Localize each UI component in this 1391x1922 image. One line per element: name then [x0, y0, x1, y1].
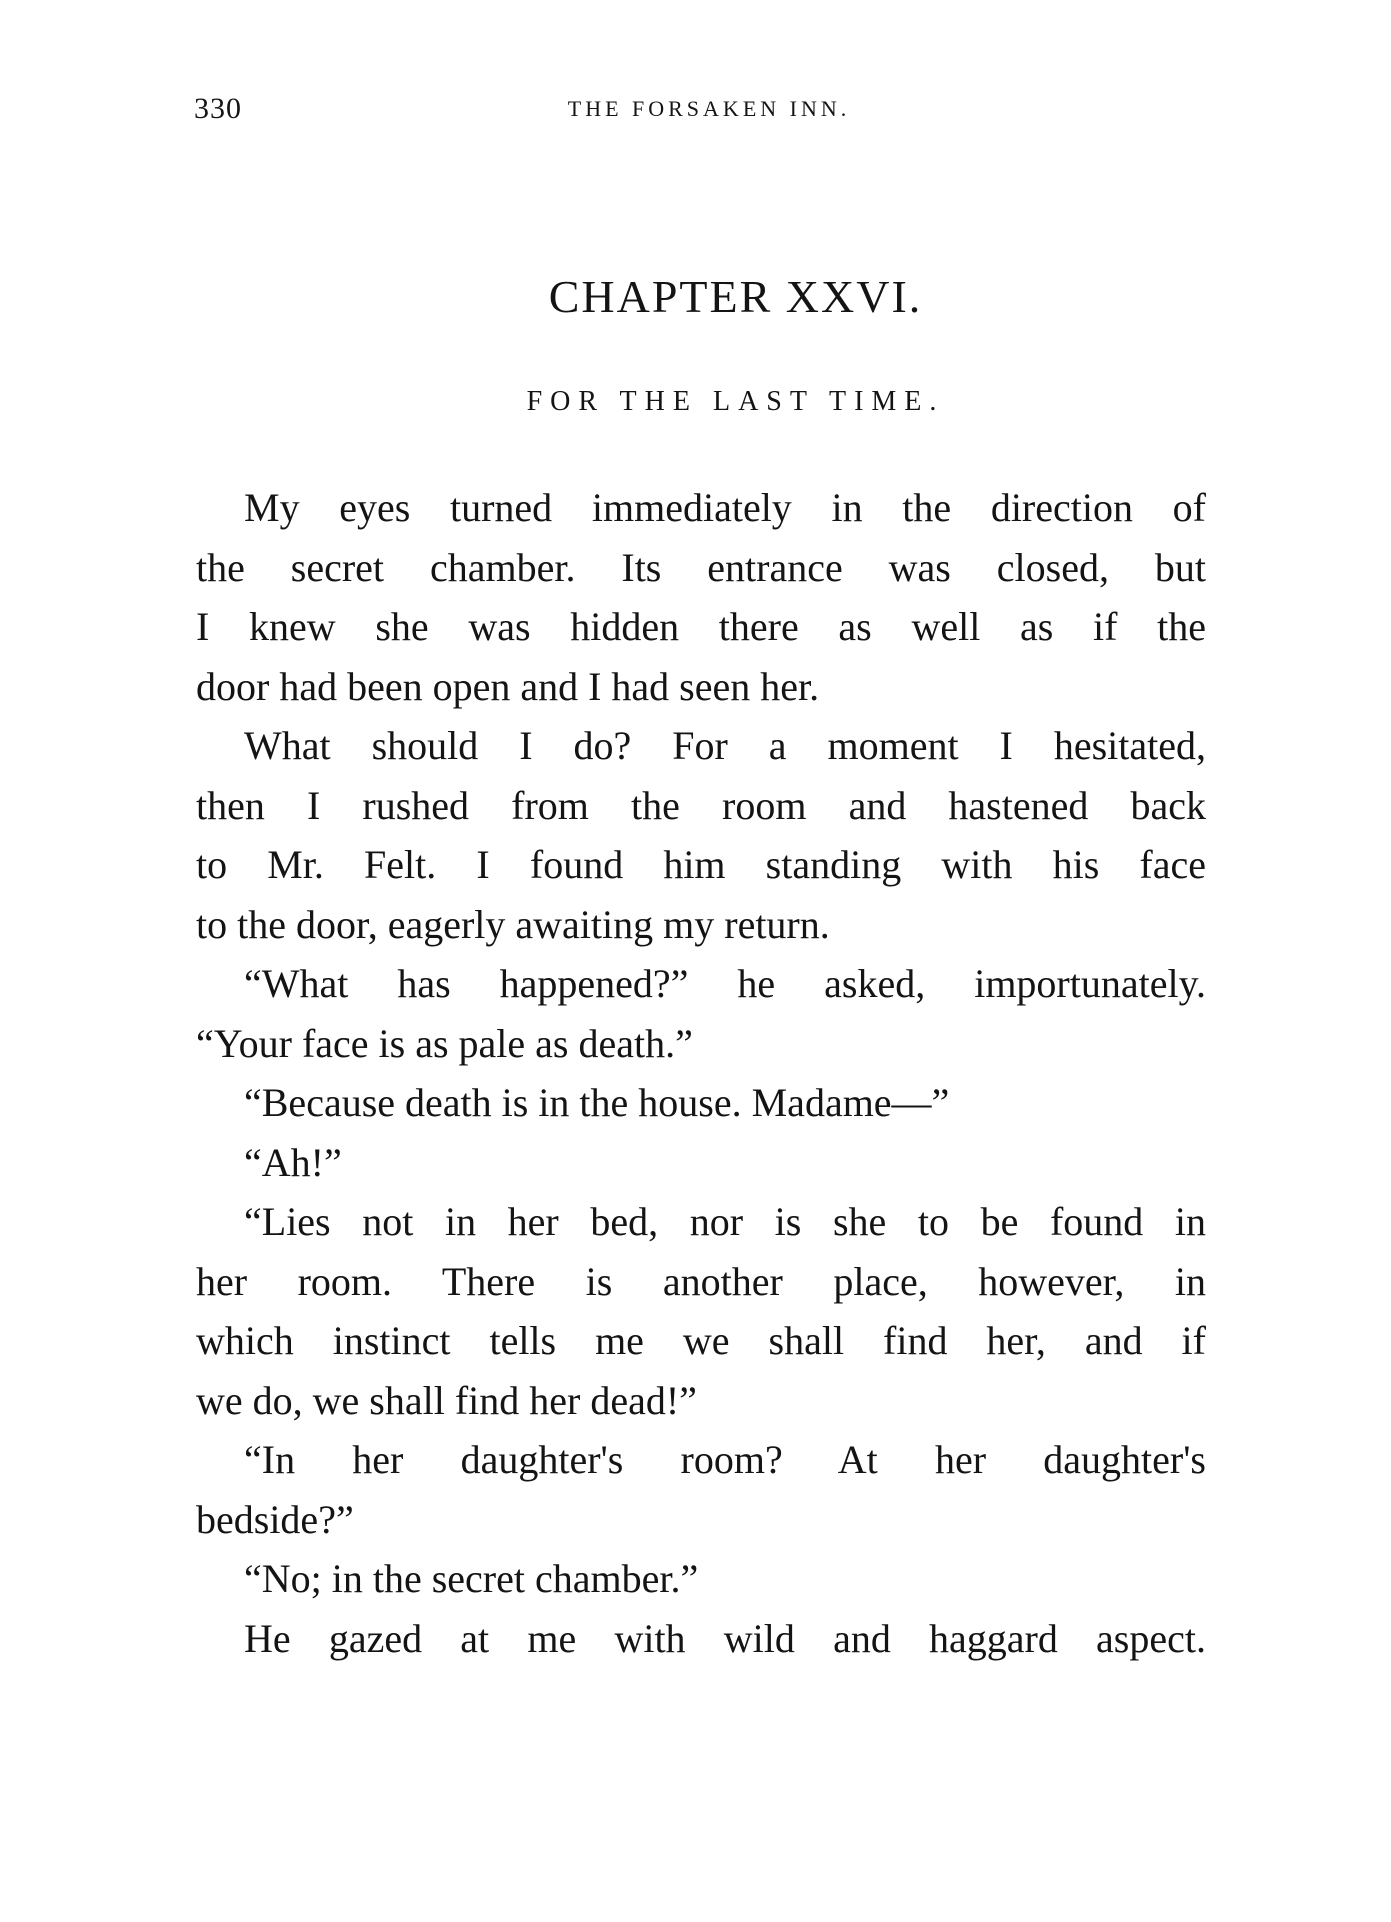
running-head — [194, 92, 1204, 132]
text-line: “Lies not in her bed, nor is she to be found in — [244, 1199, 1206, 1244]
text-line: bedside?” — [196, 1496, 354, 1542]
text-line: “Your face is as pale as death.” — [196, 1020, 693, 1066]
chapter-title: CHAPTER XXVI. — [548, 271, 923, 322]
text-line: then I rushed from the room and hastened back — [196, 782, 1206, 828]
text-line: to Mr. Felt. I found him standing with his face — [196, 842, 1206, 887]
text-line: which instinct tells me we shall find her, and if — [196, 1318, 1206, 1363]
text-line: “In her daughter's room? At her daughter's — [244, 1437, 1206, 1482]
text-line: the secret chamber. Its entrance was closed, but — [196, 544, 1206, 590]
text-line: What should I do? For a moment I hesitated, — [244, 723, 1206, 768]
text-line: her room. There is another place, however, in — [196, 1258, 1206, 1304]
text-line: “Ah!” — [244, 1139, 342, 1185]
text-line: “What has happened?” he asked, importunately. — [244, 961, 1206, 1006]
text-line: door had been open and I had seen her. — [196, 663, 820, 709]
text-line: to the door, eagerly awaiting my return. — [196, 901, 830, 947]
text-line: “Because death is in the house. Madame—” — [244, 1080, 950, 1125]
chapter-subtitle: FOR THE LAST TIME. — [526, 386, 945, 417]
text-line: we do, we shall find her dead!” — [196, 1377, 697, 1423]
body-text — [196, 478, 1206, 1668]
text-line: He gazed at me with wild and haggard aspect. — [244, 1615, 1206, 1661]
text-line: My eyes turned immediately in the direction of — [244, 485, 1206, 530]
page-number: 330 — [194, 92, 242, 125]
text-line: I knew she was hidden there as well as if the — [196, 604, 1206, 649]
running-title: THE FORSAKEN INN. — [567, 96, 851, 121]
text-line: “No; in the secret chamber.” — [244, 1556, 699, 1601]
